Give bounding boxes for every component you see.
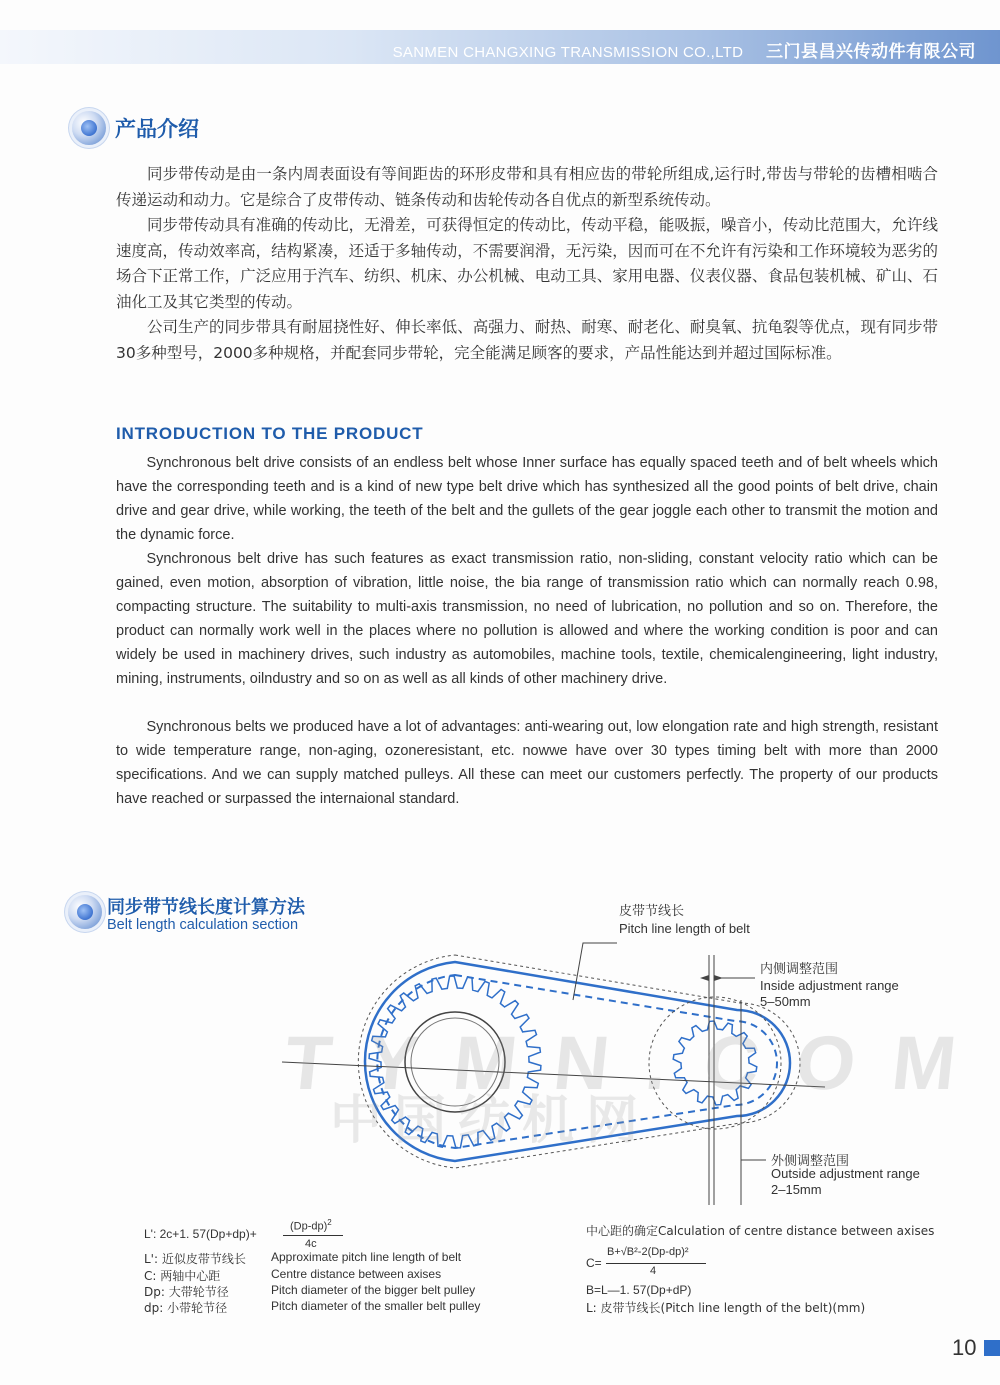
watermark-text: T Y M N . C O M bbox=[280, 1021, 969, 1106]
intro-paragraph-cn-2: 同步带传动具有准确的传动比，无滑差，可获得恒定的传动比，传动平稳，能吸振，噪音小，传动比范围大，允许线速度高，传动效率高，结构紧凑，还适于多轴传动，不需要润滑，无污染，因而可在不允许有污染和工作环境较为恶劣的场合下正常工作，广泛应用于汽车、纺织、机床、办公机械、电动工具、家用电器、仪表仪器、食品包装机械、矿山、石油化工及其它类型的传动。 bbox=[116, 216, 938, 311]
formula-centre-lhs: C= bbox=[586, 1256, 602, 1270]
intro-paragraph-cn-3: 公司生产的同步带具有耐屈挠性好、伸长率低、高强力、耐热、耐寒、耐老化、耐臭氧、抗龟裂等优点，现有同步带30多种型号，2000多种规格，并配套同步带轮，完全能满足顾客的要求，产品性能达到并超过国际标准。 bbox=[116, 318, 938, 362]
formula-fraction-bar bbox=[283, 1235, 343, 1236]
formula-length-numerator bbox=[290, 1218, 332, 1233]
formula-def-symbol: C: 两轴中心距 bbox=[144, 1269, 221, 1283]
formula-length-denominator: 4c bbox=[305, 1238, 317, 1250]
pitch-leader bbox=[573, 943, 617, 1000]
section-bullet-icon bbox=[68, 895, 102, 929]
formula-length-main: L': 2c+1. 57(Dp+dp)+ bbox=[144, 1227, 257, 1241]
label-inside-en: Inside adjustment range bbox=[760, 978, 899, 993]
label-pitch-cn: 皮带节线长 bbox=[619, 904, 685, 919]
formula-centre-numerator: B+√B²-2(Dp-dp)² bbox=[607, 1246, 689, 1258]
intro-paragraph-en-1: Synchronous belt drive consists of an endless belt whose Inner surface has equally spaced teeth and of belt wheels which have the corresponding teeth and is a kind of new type belt drive which has synthesized all the good points of belt drive, chain drive and gear drive, while working, the teeth of the belt and the gullets of the gear joggle each other to transmit the motion and the dynamic force. bbox=[116, 455, 938, 543]
formula-def-desc: Approximate pitch line length of belt bbox=[271, 1250, 462, 1264]
formula-def-desc: Centre distance between axises bbox=[271, 1267, 442, 1281]
header-company-cn: 三门县昌兴传动件有限公司 bbox=[766, 42, 976, 62]
formula-centre-fraction-bar bbox=[606, 1263, 706, 1264]
header-company-en: SANMEN CHANGXING TRANSMISSION CO.,LTD bbox=[392, 44, 744, 61]
intro-paragraph-cn-1: 同步带传动是由一条内周表面设有等间距齿的环形皮带和具有相应齿的带轮所组成,运行时,带齿与带轮的齿槽相啮合传递运动和动力。它是综合了皮带传动、链条传动和齿轮传动各自优点的新型系统传动。 bbox=[116, 165, 938, 209]
watermark-text-cn: 中国纺机网 bbox=[330, 1091, 651, 1151]
section-subtitle-belt-length: Belt length calculation section bbox=[107, 917, 299, 933]
formula-def-symbol: Dp: 大带轮节径 bbox=[144, 1285, 229, 1299]
label-outside-cn: 外侧调整范围 bbox=[771, 1154, 850, 1169]
page-number-marker bbox=[984, 1340, 1000, 1356]
formula-l-definition: L: 皮带节线长(Pitch line length of the belt)(mm) bbox=[586, 1301, 866, 1315]
label-inside-range: 5–50mm bbox=[760, 994, 811, 1009]
inside-arrow bbox=[700, 975, 723, 981]
label-inside-cn: 内侧调整范围 bbox=[760, 962, 839, 977]
formula-centre-denominator: 4 bbox=[650, 1265, 657, 1277]
intro-paragraph-en-2: Synchronous belt drive has such features as exact transmission ratio, non-sliding, constant velocity ratio which can be gained, even motion, absorption of vibration, little noise, the bia range of transmission ratio which can normally reach 0.98, compacting structure. The suitability to multi-axis transmission, no need of lubrication, no pollution and so on. Therefore, the product can normally work well in the places where no pollution is allowed and where the working condition is poor and can widely be used in machinery drives, such industry as automobiles, machine tools, textile, chemicalengineering, light industry, mining, instruments, oilndustry and so on as well as all kinds of other machinery drive. bbox=[116, 551, 938, 687]
formula-def-symbol: dp: 小带轮节径 bbox=[144, 1301, 228, 1315]
section-title-belt-length: 同步带节线长度计算方法 bbox=[107, 897, 305, 918]
formula-def-symbol: L': 近似皮带节线长 bbox=[144, 1252, 246, 1266]
label-outside-en: Outside adjustment range bbox=[771, 1166, 920, 1181]
formula-def-desc: Pitch diameter of the smaller belt pulley bbox=[271, 1299, 481, 1313]
section-title-intro: 产品介绍 bbox=[115, 117, 199, 141]
formula-centre-title: 中心距的确定Calculation of centre distance between axises bbox=[586, 1224, 935, 1238]
header-company bbox=[393, 37, 976, 62]
section-bullet-icon bbox=[72, 111, 106, 145]
intro-heading-en: INTRODUCTION TO THE PRODUCT bbox=[116, 424, 424, 443]
label-pitch-en: Pitch line length of belt bbox=[619, 921, 750, 936]
formula-def-desc: Pitch diameter of the bigger belt pulley bbox=[271, 1283, 476, 1297]
intro-paragraph-en-3: Synchronous belts we produced have a lot of advantages: anti-wearing out, low elongation rate and high strength, resistant to wide temperature range, non-aging, ozoneresistant, etc. nowwe have over 30 types timing belt with more than 2000 specifications. And we can supply matched pulleys. All these can meet our customers perfectly. The property of our products have reached or surpassed the internaional standard. bbox=[116, 719, 938, 807]
formula-length-num-text: (Dp-dp) bbox=[290, 1220, 328, 1233]
page-number: 10 bbox=[952, 1335, 977, 1360]
label-outside-range: 2–15mm bbox=[771, 1182, 822, 1197]
formula-length-sup: 2 bbox=[327, 1218, 332, 1227]
formula-b-equation: B=L—1. 57(Dp+dP) bbox=[586, 1283, 692, 1297]
